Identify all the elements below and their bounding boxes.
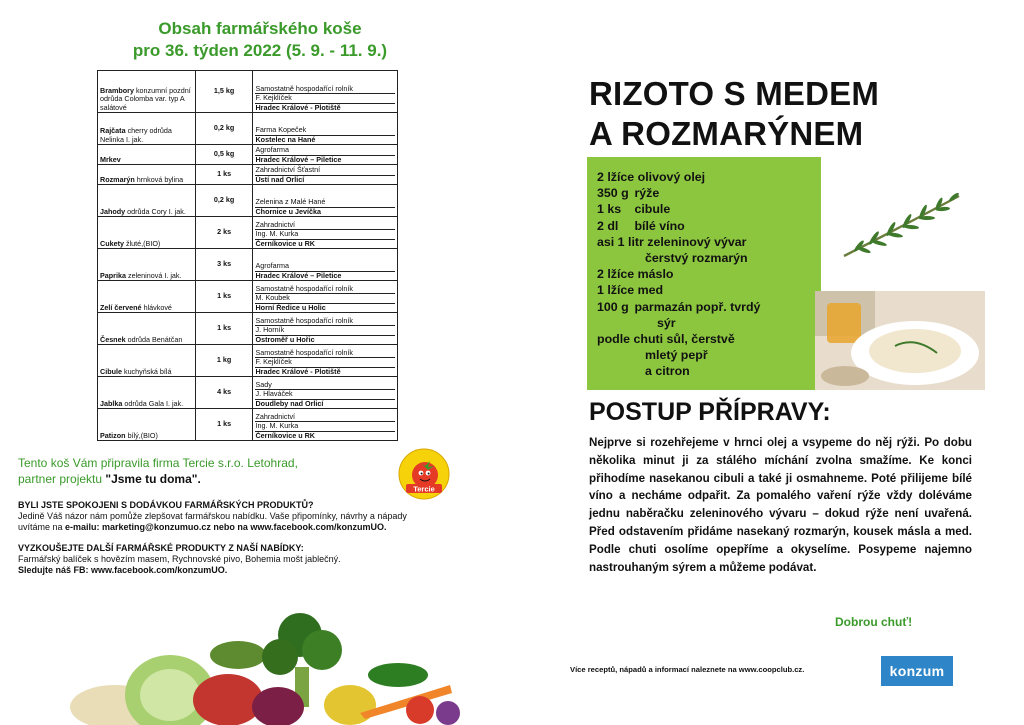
product-desc: zeleninová I. jak. bbox=[127, 270, 182, 280]
product-cell bbox=[98, 71, 196, 113]
farm-line: Zahradnictví bbox=[255, 413, 395, 422]
farm-line: Samostatně hospodařící rolník bbox=[255, 349, 395, 358]
farm-line: Hradec Králové - Plotiště bbox=[255, 366, 341, 376]
farm-line: Sady bbox=[255, 381, 395, 390]
tercie-note: Tento koš Vám připravila firma Tercie s.r.o. Letohrad, partner projektu "Jsme tu doma". bbox=[18, 456, 298, 486]
ingredient-item bbox=[597, 234, 812, 250]
ingredient-text: 1 lžíce med bbox=[597, 283, 664, 298]
ingredient-item bbox=[597, 250, 812, 266]
farm-line: Černíkovice u RK bbox=[255, 430, 315, 440]
product-name: Brambory bbox=[100, 86, 134, 96]
info-block: BYLI JSTE SPOKOJENI S DODÁVKOU FARMÁŘSKÝCH PRODUKTŮ? Jedině Váš názor nám pomůže zlepšovat farmářskou nabídku. Vaše připomínky, návrhy a nápady uvítáme na e-mailu: marketing@konzumuo.cz nebo na www.facebook.com/konzumUO. VYZKOUŠEJTE DALŠÍ FARMÁŘSKÉ PRODUKTY Z NAŠÍ NABÍDKY: Farmářský balíček s hovězím masem, Rychnovské pivo, Bohemia mošt jablečný. Sledujte náš FB: www.facebook.com/konzumUO. bbox=[18, 500, 407, 575]
farm-line: Hradec Králové - Plotiště bbox=[255, 102, 341, 112]
ingredient-item bbox=[597, 218, 812, 234]
farm-cell bbox=[253, 71, 398, 113]
ingredient-text: asi 1 litr zeleninový vývar bbox=[597, 234, 747, 249]
ingredient-text: sýr bbox=[657, 315, 676, 330]
quantity-cell: 3 ks bbox=[195, 249, 253, 281]
quantity-cell: 1,5 kg bbox=[195, 71, 253, 113]
farm-line: Kostelec na Hané bbox=[255, 134, 316, 144]
rosemary-image bbox=[839, 188, 964, 263]
footer-note: Více receptů, nápadů a informací naleznete na www.coopclub.cz. bbox=[570, 665, 805, 674]
quantity-cell: 0,2 kg bbox=[195, 113, 253, 145]
product-cell bbox=[98, 249, 196, 281]
farm-cell bbox=[253, 165, 398, 185]
ingredient-text: mletý pepř bbox=[645, 348, 708, 363]
product-name: Zelí červené bbox=[100, 302, 142, 312]
product-desc: kuchyňská bílá bbox=[123, 366, 172, 376]
quantity-cell: 1 ks bbox=[195, 313, 253, 345]
product-name: Česnek bbox=[100, 334, 126, 344]
ingredient-item bbox=[597, 282, 812, 298]
quantity-cell: 0,2 kg bbox=[195, 185, 253, 217]
farm-cell bbox=[253, 145, 398, 165]
ingredient-text: parmazán popř. tvrdý bbox=[634, 299, 761, 314]
farm-cell bbox=[253, 185, 398, 217]
tercie-logo-text: Tercie bbox=[413, 484, 435, 494]
product-cell bbox=[98, 281, 196, 313]
ingredient-item bbox=[597, 169, 812, 185]
product-desc: odrůda Benátčan bbox=[127, 334, 183, 344]
farm-line: Farma Kopeček bbox=[255, 126, 395, 135]
farm-line: Doudleby nad Orlicí bbox=[255, 398, 324, 408]
table-row bbox=[98, 409, 398, 441]
ingredient-qty: 1 ks bbox=[597, 202, 622, 217]
ingredient-item bbox=[597, 266, 812, 282]
farm-cell bbox=[253, 113, 398, 145]
farm-line: Ing. M. Kurka bbox=[255, 422, 395, 431]
farm-line: J. Horník bbox=[255, 326, 395, 335]
farm-line: Ostroměř u Hořic bbox=[255, 334, 315, 344]
farm-line: M. Koubek bbox=[255, 294, 395, 303]
farm-cell bbox=[253, 217, 398, 249]
farm-line: Zelenina z Malé Hané bbox=[255, 198, 395, 207]
ingredient-item bbox=[597, 347, 812, 363]
tercie-logo bbox=[398, 448, 450, 500]
farm-cell bbox=[253, 313, 398, 345]
farm-line: F. Kejklíček bbox=[255, 94, 395, 103]
ingredient-item bbox=[597, 299, 812, 315]
farm-line: Samostatně hospodařící rolník bbox=[255, 285, 395, 294]
vegetables-image bbox=[60, 595, 480, 725]
ingredient-text: čerstvý rozmarýn bbox=[645, 251, 748, 266]
product-desc: konzumní pozdní odrůda Colomba var. typ A salátové bbox=[100, 86, 191, 112]
product-name: Cibule bbox=[100, 366, 122, 376]
farm-line: Samostatně hospodařící rolník bbox=[255, 85, 395, 94]
product-cell bbox=[98, 217, 196, 249]
quantity-cell: 1 ks bbox=[195, 281, 253, 313]
quantity-cell: 4 ks bbox=[195, 377, 253, 409]
quantity-cell: 1 ks bbox=[195, 165, 253, 185]
product-name: Rajčata bbox=[100, 126, 126, 136]
basket-table bbox=[97, 70, 398, 441]
product-name: Paprika bbox=[100, 270, 126, 280]
bon-appetit: Dobrou chuť! bbox=[835, 615, 913, 629]
product-desc: odrůda Gala I. jak. bbox=[124, 398, 184, 408]
product-name: Jahody bbox=[100, 206, 126, 216]
table-row bbox=[98, 345, 398, 377]
ingredient-text: bílé víno bbox=[634, 218, 685, 233]
method-text: Nejprve si rozehřejeme v hrnci olej a vsypeme do něj rýži. Po dobu několika minut ji za stálého míchání zvolna smažíme. Ke konci přihodíme nasekanou cibuli a také ji osmahneme. Poté přilijeme bílé víno a necháme odpařit. Za pomalého vaření rýže vždy doléváme jednu naběračku zeleninového vývaru – dokud rýže není uvařená. Před odstavením přidáme nasekaný rozmarýn, kousek másla a med. Podle chuti osolíme opepříme a okyselíme. Posypeme najemno nastrouhaným sýrem a můžeme podávat. bbox=[589, 436, 972, 574]
product-cell bbox=[98, 185, 196, 217]
farm-line: Ing. M. Kurka bbox=[255, 230, 395, 239]
product-name: Mrkev bbox=[100, 154, 121, 164]
ingredient-item bbox=[597, 331, 812, 347]
ingredient-text: cibule bbox=[634, 202, 671, 217]
table-row bbox=[98, 249, 398, 281]
quantity-cell: 0,5 kg bbox=[195, 145, 253, 165]
table-row bbox=[98, 113, 398, 145]
konzum-logo: konzum bbox=[881, 656, 953, 686]
ingredient-qty: 350 g bbox=[597, 186, 629, 201]
ingredient-text: 2 lžíce olivový olej bbox=[597, 170, 706, 184]
table-row bbox=[98, 281, 398, 313]
farm-line: Agrofarma bbox=[255, 262, 395, 271]
ingredient-item bbox=[597, 363, 812, 379]
table-row bbox=[98, 165, 398, 185]
table-row bbox=[98, 145, 398, 165]
right-page bbox=[512, 0, 1024, 725]
farm-line: F. Kejklíček bbox=[255, 358, 395, 367]
farm-cell bbox=[253, 249, 398, 281]
product-desc: bílý,(BIO) bbox=[127, 430, 158, 440]
farm-line: Horní Ředice u Holic bbox=[255, 302, 326, 312]
table-row bbox=[98, 71, 398, 113]
farm-cell bbox=[253, 345, 398, 377]
farm-line: Ústí nad Orlicí bbox=[255, 174, 305, 184]
product-desc: odrůda Cory I. jak. bbox=[127, 206, 186, 216]
ingredient-item bbox=[597, 201, 812, 217]
risotto-image bbox=[815, 291, 985, 390]
farm-line: Zahradnictví bbox=[255, 221, 395, 230]
ingredient-qty: 2 dl bbox=[597, 218, 619, 233]
product-desc: cherry odrůda Nelinka I. jak. bbox=[100, 126, 172, 144]
product-desc: žluté,(BIO) bbox=[125, 238, 161, 248]
product-cell bbox=[98, 409, 196, 441]
product-cell bbox=[98, 113, 196, 145]
ingredient-text: a citron bbox=[645, 364, 690, 379]
product-cell bbox=[98, 145, 196, 165]
farm-cell bbox=[253, 377, 398, 409]
ingredient-item bbox=[597, 185, 812, 201]
product-name: Cukety bbox=[100, 238, 124, 248]
ingredient-item bbox=[597, 315, 812, 331]
product-cell bbox=[98, 165, 196, 185]
product-name: Jablka bbox=[100, 398, 123, 408]
farm-line: Hradec Králové – Piletice bbox=[255, 154, 342, 164]
table-row bbox=[98, 377, 398, 409]
farm-line: Hradec Králové – Piletice bbox=[255, 270, 342, 280]
ingredient-text: rýže bbox=[634, 186, 660, 201]
ingredients-list bbox=[597, 169, 812, 380]
product-cell bbox=[98, 345, 196, 377]
farm-line: Černíkovice u RK bbox=[255, 238, 315, 248]
product-desc: hrnková bylina bbox=[136, 174, 184, 184]
recipe-title: RIZOTO S MEDEM A ROZMARÝNEM bbox=[589, 75, 880, 152]
farm-cell bbox=[253, 281, 398, 313]
table-row bbox=[98, 217, 398, 249]
farm-cell bbox=[253, 409, 398, 441]
ingredient-qty: 100 g bbox=[597, 299, 629, 314]
ingredient-text: podle chuti sůl, čerstvě bbox=[597, 332, 735, 347]
table-row bbox=[98, 185, 398, 217]
product-cell bbox=[98, 313, 196, 345]
product-name: Patizon bbox=[100, 430, 126, 440]
ingredient-text: 2 lžíce máslo bbox=[597, 267, 674, 282]
farm-line: Agrofarma bbox=[255, 146, 395, 155]
product-name: Rozmarýn bbox=[100, 174, 135, 184]
farm-line: Samostatně hospodařící rolník bbox=[255, 317, 395, 326]
farm-line: Zahradnictví Šťastní bbox=[255, 166, 395, 175]
basket-title: Obsah farmářského koše pro 36. týden 2022 (5. 9. - 11. 9.) bbox=[132, 19, 388, 60]
method-title: POSTUP PŘÍPRAVY: bbox=[589, 398, 831, 426]
quantity-cell: 2 ks bbox=[195, 217, 253, 249]
farm-line: J. Hlaváček bbox=[255, 390, 395, 399]
table-row bbox=[98, 313, 398, 345]
product-cell bbox=[98, 377, 196, 409]
quantity-cell: 1 ks bbox=[195, 409, 253, 441]
quantity-cell: 1 kg bbox=[195, 345, 253, 377]
farm-line: Chornice u Jevíčka bbox=[255, 206, 322, 216]
product-desc: hlávkové bbox=[143, 302, 172, 312]
